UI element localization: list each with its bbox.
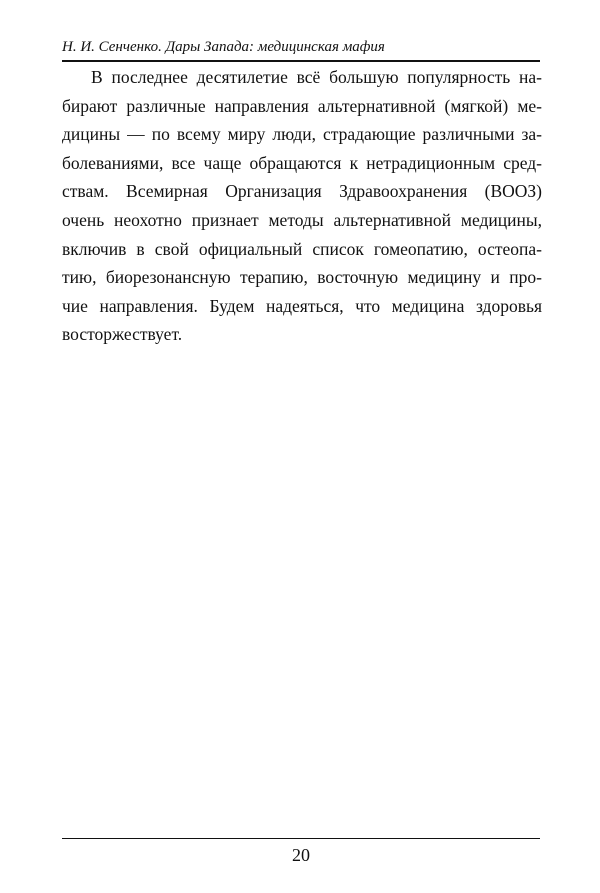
paragraph-line: очень неохотно признает методы альтернативной медицины, xyxy=(62,209,542,230)
paragraph-line: ствам. Всемирная Организация Здравоохранения (ВООЗ) xyxy=(62,181,542,202)
running-header: Н. И. Сенченко. Дары Запада: медицинская мафия xyxy=(62,39,385,55)
paragraph-line: бирают различные направления альтернативной (мягкой) ме- xyxy=(62,95,542,116)
paragraph-line: В последнее десятилетие всё большую популярность на- xyxy=(91,67,542,87)
paragraph-line: болеваниями, все чаще обращаются к нетрадиционным сред- xyxy=(62,152,542,173)
body-paragraph xyxy=(62,63,542,349)
paragraph-line: дицины — по всему миру люди, страдающие различными за- xyxy=(62,124,542,145)
header-divider xyxy=(62,60,540,62)
paragraph-line: включив в свой официальный список гомеопатию, остеопа- xyxy=(62,238,542,259)
paragraph-line: чие направления. Будем надеяться, что медицина здоровья xyxy=(62,295,542,316)
page-number: 20 xyxy=(292,845,310,865)
footer-divider xyxy=(62,838,540,839)
paragraph-line: тию, биорезонансную терапию, восточную медицину и про- xyxy=(62,267,542,288)
paragraph-line: восторжествует. xyxy=(62,324,183,345)
